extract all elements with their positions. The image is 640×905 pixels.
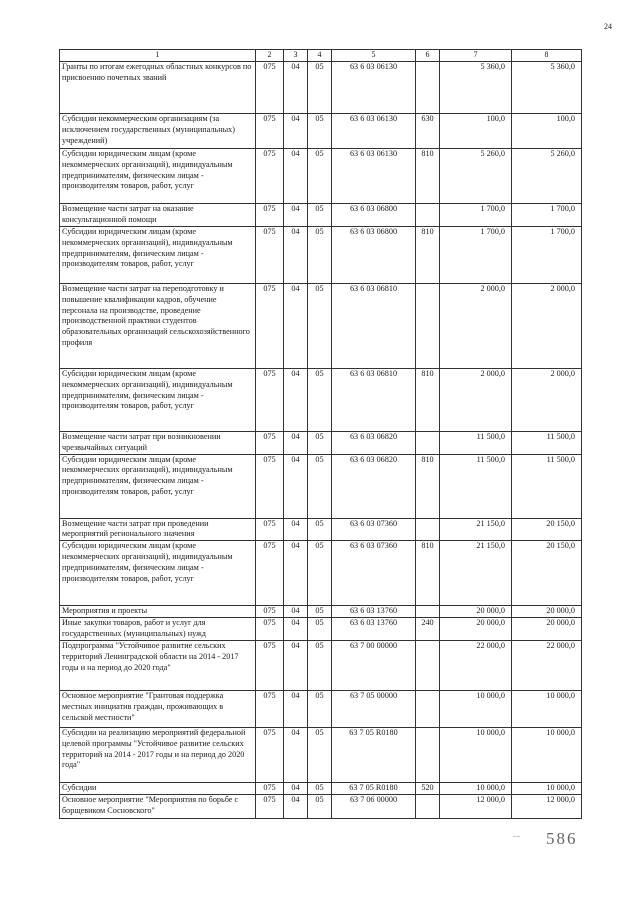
row-amount-1: 10 000,0 — [440, 727, 512, 782]
column-header: 6 — [416, 50, 440, 62]
row-expense-type — [416, 432, 440, 455]
row-expense-type: 810 — [416, 454, 440, 518]
row-target-code: 63 6 03 06820 — [332, 454, 416, 518]
table-row — [60, 204, 582, 227]
row-expense-type — [416, 518, 440, 541]
table-header-row — [60, 50, 582, 62]
row-amount-1: 2 000,0 — [440, 284, 512, 369]
row-target-code: 63 7 05 R0180 — [332, 782, 416, 794]
row-admin-code: 075 — [256, 518, 284, 541]
row-amount-2: 1 700,0 — [512, 204, 582, 227]
row-name: Мероприятия и проекты — [60, 606, 256, 618]
row-amount-1: 10 000,0 — [440, 690, 512, 727]
row-name: Возмещение части затрат на переподготовку и повышение квалификации кадров, обучение персонала на производстве, проведение производственной практики студентов образовательных организаций сельскохозяйственного профиля — [60, 284, 256, 369]
row-subsection: 05 — [308, 606, 332, 618]
row-admin-code: 075 — [256, 227, 284, 284]
row-amount-2: 100,0 — [512, 114, 582, 149]
row-amount-1: 1 700,0 — [440, 204, 512, 227]
row-section: 04 — [284, 618, 308, 641]
row-name: Возмещение части затрат при возникновении чрезвычайных ситуаций — [60, 432, 256, 455]
table-row — [60, 149, 582, 204]
row-subsection: 05 — [308, 432, 332, 455]
row-amount-1: 10 000,0 — [440, 782, 512, 794]
row-amount-2: 20 150,0 — [512, 541, 582, 606]
row-amount-2: 10 000,0 — [512, 727, 582, 782]
row-admin-code: 075 — [256, 640, 284, 690]
table-row — [60, 227, 582, 284]
row-admin-code: 075 — [256, 454, 284, 518]
row-target-code: 63 6 03 06800 — [332, 204, 416, 227]
row-admin-code: 075 — [256, 149, 284, 204]
table-row — [60, 640, 582, 690]
table-row — [60, 727, 582, 782]
row-section: 04 — [284, 454, 308, 518]
row-amount-2: 2 000,0 — [512, 369, 582, 432]
row-admin-code: 075 — [256, 204, 284, 227]
row-subsection: 05 — [308, 541, 332, 606]
row-section: 04 — [284, 114, 308, 149]
row-expense-type — [416, 284, 440, 369]
row-section: 04 — [284, 284, 308, 369]
row-target-code: 63 6 03 06800 — [332, 227, 416, 284]
row-amount-1: 100,0 — [440, 114, 512, 149]
row-subsection: 05 — [308, 62, 332, 114]
row-amount-2: 20 000,0 — [512, 618, 582, 641]
row-admin-code: 075 — [256, 541, 284, 606]
row-expense-type — [416, 640, 440, 690]
row-section: 04 — [284, 432, 308, 455]
row-target-code: 63 7 05 R0180 — [332, 727, 416, 782]
row-subsection: 05 — [308, 227, 332, 284]
table-row — [60, 284, 582, 369]
table-row — [60, 369, 582, 432]
row-subsection: 05 — [308, 114, 332, 149]
column-header: 7 — [440, 50, 512, 62]
table-row — [60, 690, 582, 727]
row-admin-code: 075 — [256, 794, 284, 818]
row-expense-type — [416, 794, 440, 818]
row-expense-type — [416, 690, 440, 727]
row-name: Гранты по итогам ежегодных областных конкурсов по присвоению почетных званий — [60, 62, 256, 114]
row-name: Субсидии юридическим лицам (кроме некоммерческих организаций), индивидуальным предпринимателям, физическим лицам - производителям товаров, работ, услуг — [60, 149, 256, 204]
table-row — [60, 432, 582, 455]
row-amount-1: 11 500,0 — [440, 432, 512, 455]
row-section: 04 — [284, 727, 308, 782]
row-amount-1: 2 000,0 — [440, 369, 512, 432]
table-row — [60, 62, 582, 114]
row-target-code: 63 6 03 13760 — [332, 618, 416, 641]
column-header: 5 — [332, 50, 416, 62]
row-section: 04 — [284, 606, 308, 618]
row-admin-code: 075 — [256, 606, 284, 618]
row-amount-2: 11 500,0 — [512, 432, 582, 455]
row-name: Иные закупки товаров, работ и услуг для государственных (муниципальных) нужд — [60, 618, 256, 641]
row-expense-type: 810 — [416, 149, 440, 204]
row-name: Субсидии на реализацию мероприятий федеральной целевой программы "Устойчивое развитие сельских территорий на 2014 - 2017 годы и на период до 2020 года" — [60, 727, 256, 782]
row-subsection: 05 — [308, 284, 332, 369]
row-admin-code: 075 — [256, 369, 284, 432]
row-amount-1: 5 260,0 — [440, 149, 512, 204]
row-target-code: 63 6 03 06130 — [332, 114, 416, 149]
row-section: 04 — [284, 227, 308, 284]
row-subsection: 05 — [308, 204, 332, 227]
row-admin-code: 075 — [256, 618, 284, 641]
row-subsection: 05 — [308, 727, 332, 782]
row-target-code: 63 7 00 00000 — [332, 640, 416, 690]
row-subsection: 05 — [308, 149, 332, 204]
footer-stamp-number: 586 — [546, 829, 578, 848]
row-target-code: 63 6 03 06820 — [332, 432, 416, 455]
row-amount-2: 11 500,0 — [512, 454, 582, 518]
row-subsection: 05 — [308, 518, 332, 541]
row-target-code: 63 7 05 00000 — [332, 690, 416, 727]
column-header: 2 — [256, 50, 284, 62]
table-row — [60, 114, 582, 149]
row-section: 04 — [284, 782, 308, 794]
row-amount-1: 20 000,0 — [440, 618, 512, 641]
row-target-code: 63 6 03 13760 — [332, 606, 416, 618]
row-amount-2: 10 000,0 — [512, 782, 582, 794]
row-target-code: 63 6 03 07360 — [332, 518, 416, 541]
row-amount-2: 20 150,0 — [512, 518, 582, 541]
row-subsection: 05 — [308, 369, 332, 432]
table-row — [60, 782, 582, 794]
row-admin-code: 075 — [256, 690, 284, 727]
row-section: 04 — [284, 794, 308, 818]
table-row — [60, 454, 582, 518]
row-name: Основное мероприятие "Грантовая поддержка местных инициатив граждан, проживающих в сельской местности" — [60, 690, 256, 727]
row-amount-2: 5 360,0 — [512, 62, 582, 114]
row-name: Подпрограмма "Устойчивое развитие сельских территорий Ленинградской области на 2014 - 2017 годы и на период до 2020 года" — [60, 640, 256, 690]
row-target-code: 63 6 03 06130 — [332, 62, 416, 114]
row-expense-type — [416, 204, 440, 227]
row-amount-2: 20 000,0 — [512, 606, 582, 618]
row-target-code: 63 6 03 06810 — [332, 284, 416, 369]
row-section: 04 — [284, 541, 308, 606]
row-admin-code: 075 — [256, 62, 284, 114]
row-amount-1: 22 000,0 — [440, 640, 512, 690]
row-subsection: 05 — [308, 618, 332, 641]
column-header: 1 — [60, 50, 256, 62]
row-name: Субсидии некоммерческим организациям (за исключением государственных (муниципальных) учреждений) — [60, 114, 256, 149]
row-expense-type — [416, 606, 440, 618]
row-name: Субсидии юридическим лицам (кроме некоммерческих организаций), индивидуальным предпринимателям, физическим лицам - производителям товаров, работ, услуг — [60, 369, 256, 432]
row-amount-1: 20 000,0 — [440, 606, 512, 618]
row-expense-type — [416, 62, 440, 114]
row-name: Субсидии — [60, 782, 256, 794]
row-section: 04 — [284, 690, 308, 727]
table-row — [60, 518, 582, 541]
row-amount-1: 21 150,0 — [440, 541, 512, 606]
row-admin-code: 075 — [256, 284, 284, 369]
row-amount-2: 22 000,0 — [512, 640, 582, 690]
column-header: 4 — [308, 50, 332, 62]
row-subsection: 05 — [308, 782, 332, 794]
row-admin-code: 075 — [256, 114, 284, 149]
row-amount-1: 5 360,0 — [440, 62, 512, 114]
row-subsection: 05 — [308, 690, 332, 727]
row-amount-2: 2 000,0 — [512, 284, 582, 369]
row-target-code: 63 7 06 00000 — [332, 794, 416, 818]
table-row — [60, 618, 582, 641]
row-amount-2: 10 000,0 — [512, 690, 582, 727]
row-amount-1: 12 000,0 — [440, 794, 512, 818]
row-admin-code: 075 — [256, 727, 284, 782]
row-expense-type: 630 — [416, 114, 440, 149]
column-header: 3 — [284, 50, 308, 62]
row-expense-type — [416, 727, 440, 782]
table-row — [60, 541, 582, 606]
row-expense-type: 520 — [416, 782, 440, 794]
budget-table — [59, 49, 582, 819]
row-name: Основное мероприятие "Мероприятия по борьбе с борщевиком Сосновского" — [60, 794, 256, 818]
row-name: Возмещение части затрат на оказание консультационной помощи — [60, 204, 256, 227]
row-section: 04 — [284, 62, 308, 114]
column-header: 8 — [512, 50, 582, 62]
row-amount-2: 1 700,0 — [512, 227, 582, 284]
row-amount-2: 5 260,0 — [512, 149, 582, 204]
row-subsection: 05 — [308, 794, 332, 818]
row-name: Субсидии юридическим лицам (кроме некоммерческих организаций), индивидуальным предпринимателям, физическим лицам - производителям товаров, работ, услуг — [60, 541, 256, 606]
page-number: 24 — [604, 22, 612, 31]
row-target-code: 63 6 03 07360 — [332, 541, 416, 606]
row-name: Субсидии юридическим лицам (кроме некоммерческих организаций), индивидуальным предпринимателям, физическим лицам - производителям товаров, работ, услуг — [60, 227, 256, 284]
row-name: Субсидии юридическим лицам (кроме некоммерческих организаций), индивидуальным предпринимателям, физическим лицам - производителям товаров, работ, услуг — [60, 454, 256, 518]
table-row — [60, 606, 582, 618]
row-admin-code: 075 — [256, 432, 284, 455]
row-expense-type: 240 — [416, 618, 440, 641]
row-section: 04 — [284, 204, 308, 227]
row-amount-1: 21 150,0 — [440, 518, 512, 541]
row-amount-1: 11 500,0 — [440, 454, 512, 518]
row-admin-code: 075 — [256, 782, 284, 794]
row-target-code: 63 6 03 06810 — [332, 369, 416, 432]
row-amount-2: 12 000,0 — [512, 794, 582, 818]
row-subsection: 05 — [308, 454, 332, 518]
row-expense-type: 810 — [416, 541, 440, 606]
row-section: 04 — [284, 369, 308, 432]
row-section: 04 — [284, 518, 308, 541]
row-subsection: 05 — [308, 640, 332, 690]
row-name: Возмещение части затрат при проведении мероприятий регионального значения — [60, 518, 256, 541]
table-row — [60, 794, 582, 818]
row-target-code: 63 6 03 06130 — [332, 149, 416, 204]
row-section: 04 — [284, 640, 308, 690]
row-expense-type: 810 — [416, 369, 440, 432]
row-expense-type: 810 — [416, 227, 440, 284]
footer-dash: --- — [513, 832, 520, 840]
row-amount-1: 1 700,0 — [440, 227, 512, 284]
row-section: 04 — [284, 149, 308, 204]
